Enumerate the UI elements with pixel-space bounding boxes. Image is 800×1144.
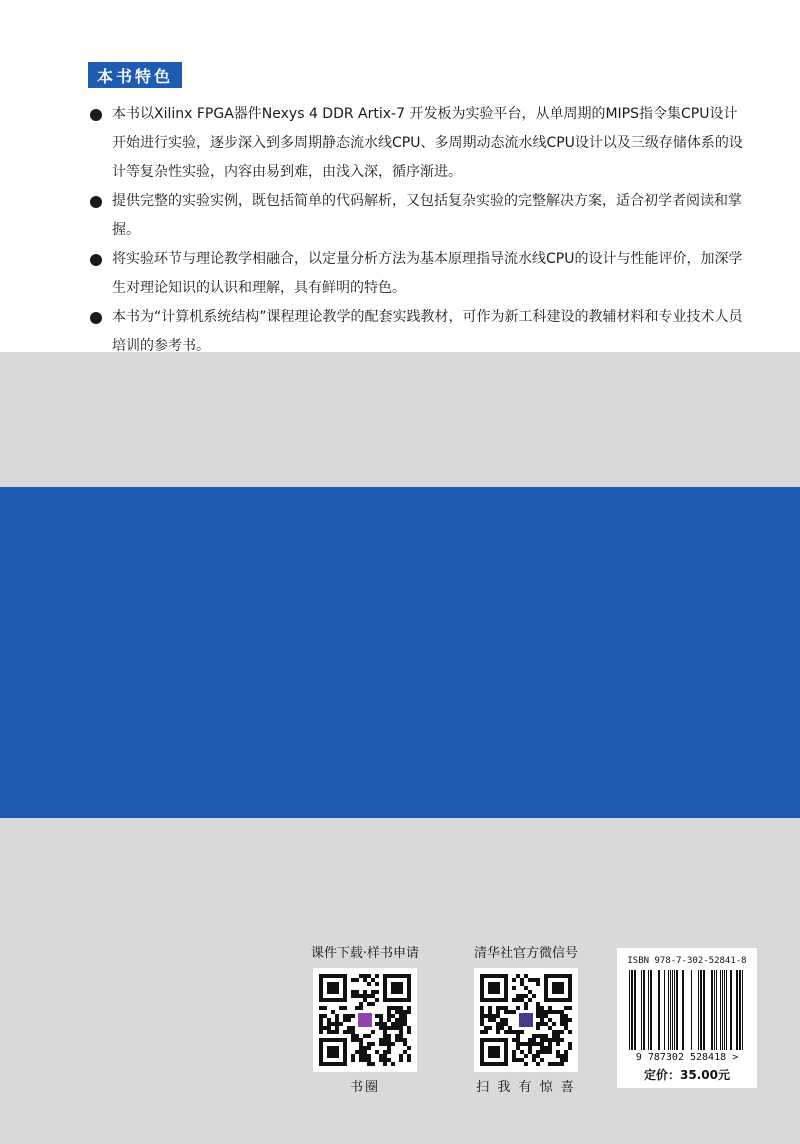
feature-item bbox=[90, 245, 750, 303]
feature-item bbox=[90, 303, 750, 361]
feature-item bbox=[90, 187, 750, 245]
qr-block-wechat bbox=[466, 944, 586, 1095]
bullet-icon bbox=[90, 312, 102, 324]
bullet-icon bbox=[90, 109, 102, 121]
feature-text: 本书以Xilinx FPGA器件Nexys 4 DDR Artix-7 开发板为实验平台，从单周期的MIPS指令集CPU设计开始进行实验，逐步深入到多周期静态流水线CPU、多周期动态流水线CPU设计以及三级存储体系的设计等复杂性实验，内容由易到难，由浅入深，循序渐进。 bbox=[112, 106, 743, 180]
qr-caption: 课件下载·样书申请 bbox=[310, 946, 420, 961]
feature-item bbox=[90, 100, 750, 187]
barcode-digits: 9 787302 528418 > bbox=[635, 1052, 739, 1063]
qr-label: 扫 我 有 惊 喜 bbox=[476, 1080, 576, 1095]
barcode-icon bbox=[629, 970, 745, 1050]
feature-text: 提供完整的实验实例，既包括简单的代码解析，又包括复杂实验的完整解决方案，适合初学者阅读和掌握。 bbox=[112, 193, 742, 238]
bullet-icon bbox=[90, 254, 102, 266]
barcode-panel bbox=[617, 948, 757, 1088]
price: 定价：35.00元 bbox=[644, 1068, 730, 1082]
qr-code-icon bbox=[319, 974, 411, 1066]
qr-code-wechat[interactable] bbox=[474, 968, 578, 1072]
feature-text: 将实验环节与理论教学相融合，以定量分析方法为基本原理指导流水线CPU的设计与性能评价，加深学生对理论知识的认识和理解，具有鲜明的特色。 bbox=[112, 251, 743, 296]
bullet-icon bbox=[90, 196, 102, 208]
isbn-text: ISBN 978-7-302-52841-8 bbox=[627, 956, 747, 966]
qr-block-courseware bbox=[305, 944, 425, 1095]
blue-band bbox=[0, 487, 800, 818]
qr-caption: 清华社官方微信号 bbox=[473, 946, 578, 961]
section-heading: 本书特色 bbox=[88, 62, 182, 88]
qr-code-icon bbox=[480, 974, 572, 1066]
qr-code-courseware[interactable] bbox=[313, 968, 417, 1072]
qr-label: 书圈 bbox=[349, 1080, 380, 1095]
feature-list bbox=[90, 100, 750, 361]
gray-band-upper bbox=[0, 352, 800, 487]
feature-text: 本书为“计算机系统结构”课程理论教学的配套实践教材，可作为新工科建设的教辅材料和专业技术人员培训的参考书。 bbox=[112, 309, 743, 354]
